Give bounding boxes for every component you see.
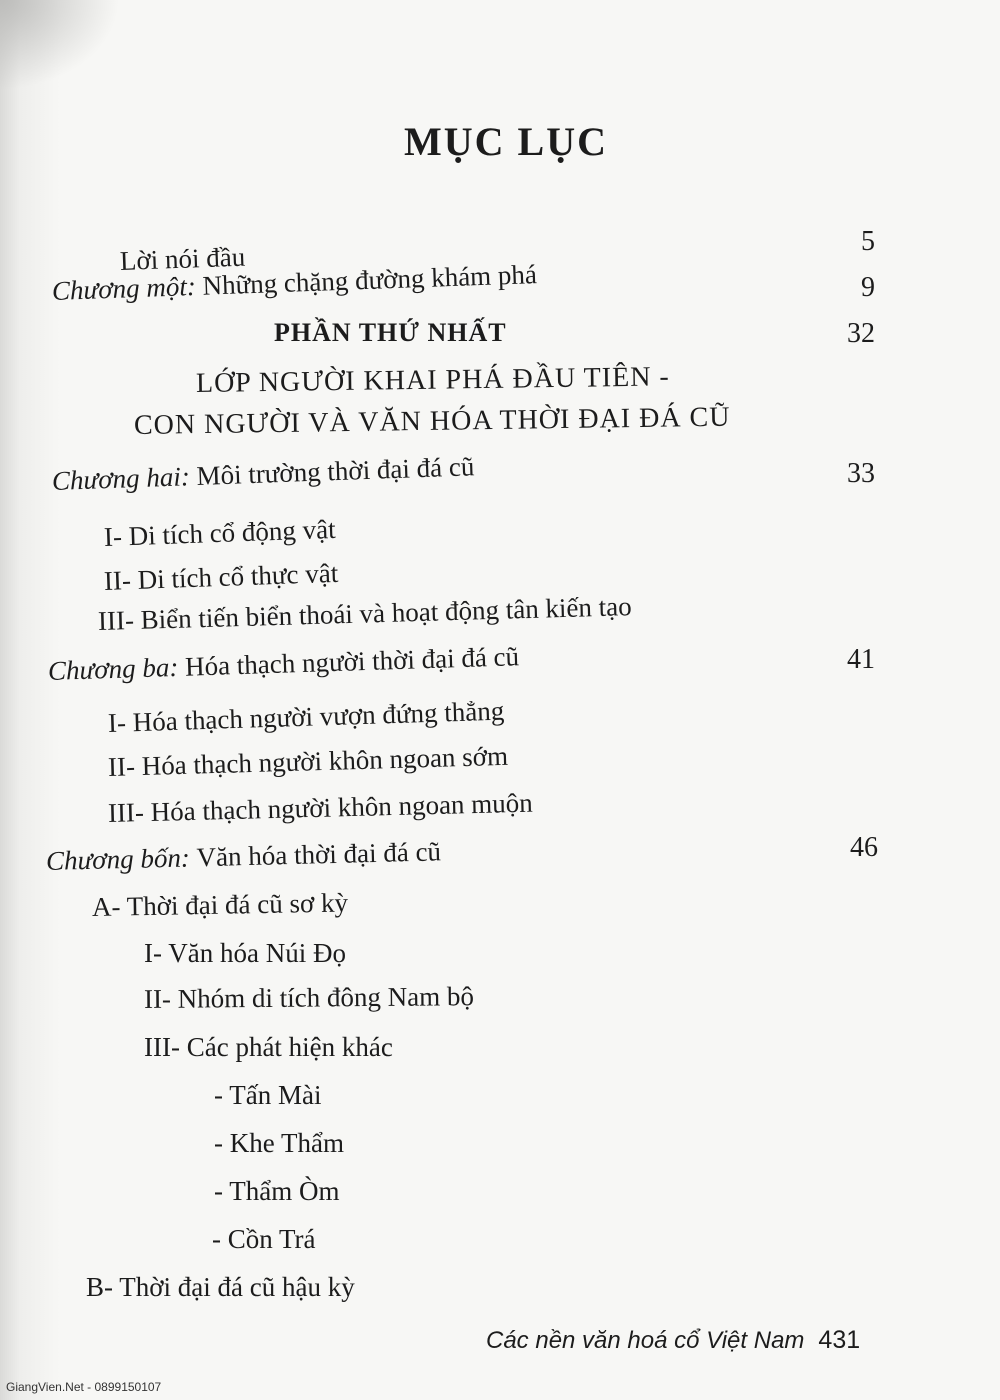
page-title: MỤC LỤC — [404, 119, 608, 164]
toc-item: - Cồn Trá — [212, 1224, 316, 1254]
toc-page-number: 46 — [850, 832, 878, 863]
footer-book-title: Các nền văn hoá cổ Việt Nam — [486, 1327, 805, 1354]
toc-section: I- Hóa thạch người vượn đứng thẳng — [107, 695, 505, 738]
toc-item: - Thẩm Òm — [214, 1176, 340, 1206]
page-footer — [486, 1326, 860, 1355]
toc-chapter-label: Chương ba: — [47, 651, 179, 686]
toc-entry-text: Văn hóa thời đại đá cũ — [196, 836, 442, 873]
toc-page-number: 9 — [861, 272, 875, 303]
toc-section: III- Biển tiến biển thoái và hoạt động tân kiến tạo — [97, 591, 633, 636]
toc-chapter-entry — [46, 836, 442, 877]
toc-chapter-label: Chương bốn: — [45, 842, 191, 876]
toc-chapter-label: Chương một: — [51, 270, 197, 306]
toc-item: - Khe Thẩm — [214, 1128, 344, 1158]
toc-chapter-entry — [48, 641, 520, 687]
toc-section: II- Hóa thạch người khôn ngoan sớm — [107, 740, 509, 782]
toc-entry-text: Lời nói đầu — [119, 241, 246, 276]
toc-section: B- Thời đại đá cũ hậu kỳ — [86, 1272, 355, 1302]
toc-entry-text: Những chặng đường khám phá — [202, 259, 538, 301]
toc-section: II- Di tích cổ thực vật — [103, 557, 339, 596]
watermark: GiangVien.Net - 0899150107 — [6, 1380, 162, 1394]
toc-page-number: 41 — [847, 644, 875, 675]
toc-chapter-label: Chương hai: — [51, 461, 191, 496]
toc-subsection: III- Các phát hiện khác — [144, 1032, 393, 1062]
toc-entry-text: Hóa thạch người thời đại đá cũ — [184, 641, 520, 682]
toc-subsection: II- Nhóm di tích đông Nam bộ — [143, 981, 475, 1014]
toc-chapter-entry — [51, 451, 474, 497]
page-corner-shadow — [0, 0, 120, 90]
part-subtitle: CON NGƯỜI VÀ VĂN HÓA THỜI ĐẠI ĐÁ CŨ — [133, 401, 731, 441]
part-subtitle: LỚP NGƯỜI KHAI PHÁ ĐẦU TIÊN - — [195, 361, 670, 399]
toc-section: III- Hóa thạch người khôn ngoan muộn — [107, 787, 534, 828]
toc-entry-text: Môi trường thời đại đá cũ — [196, 451, 475, 491]
toc-section: A- Thời đại đá cũ sơ kỳ — [91, 887, 349, 922]
toc-page-number: 5 — [861, 226, 875, 257]
toc-subsection: I- Văn hóa Núi Đọ — [144, 938, 346, 968]
toc-item: - Tấn Mài — [214, 1080, 322, 1110]
toc-page-number: 33 — [847, 458, 875, 489]
toc-page-number: 32 — [847, 318, 875, 349]
part-heading: PHẦN THỨ NHẤT — [274, 318, 507, 347]
footer-page-number: 431 — [818, 1326, 861, 1354]
toc-section: I- Di tích cổ động vật — [103, 513, 337, 552]
